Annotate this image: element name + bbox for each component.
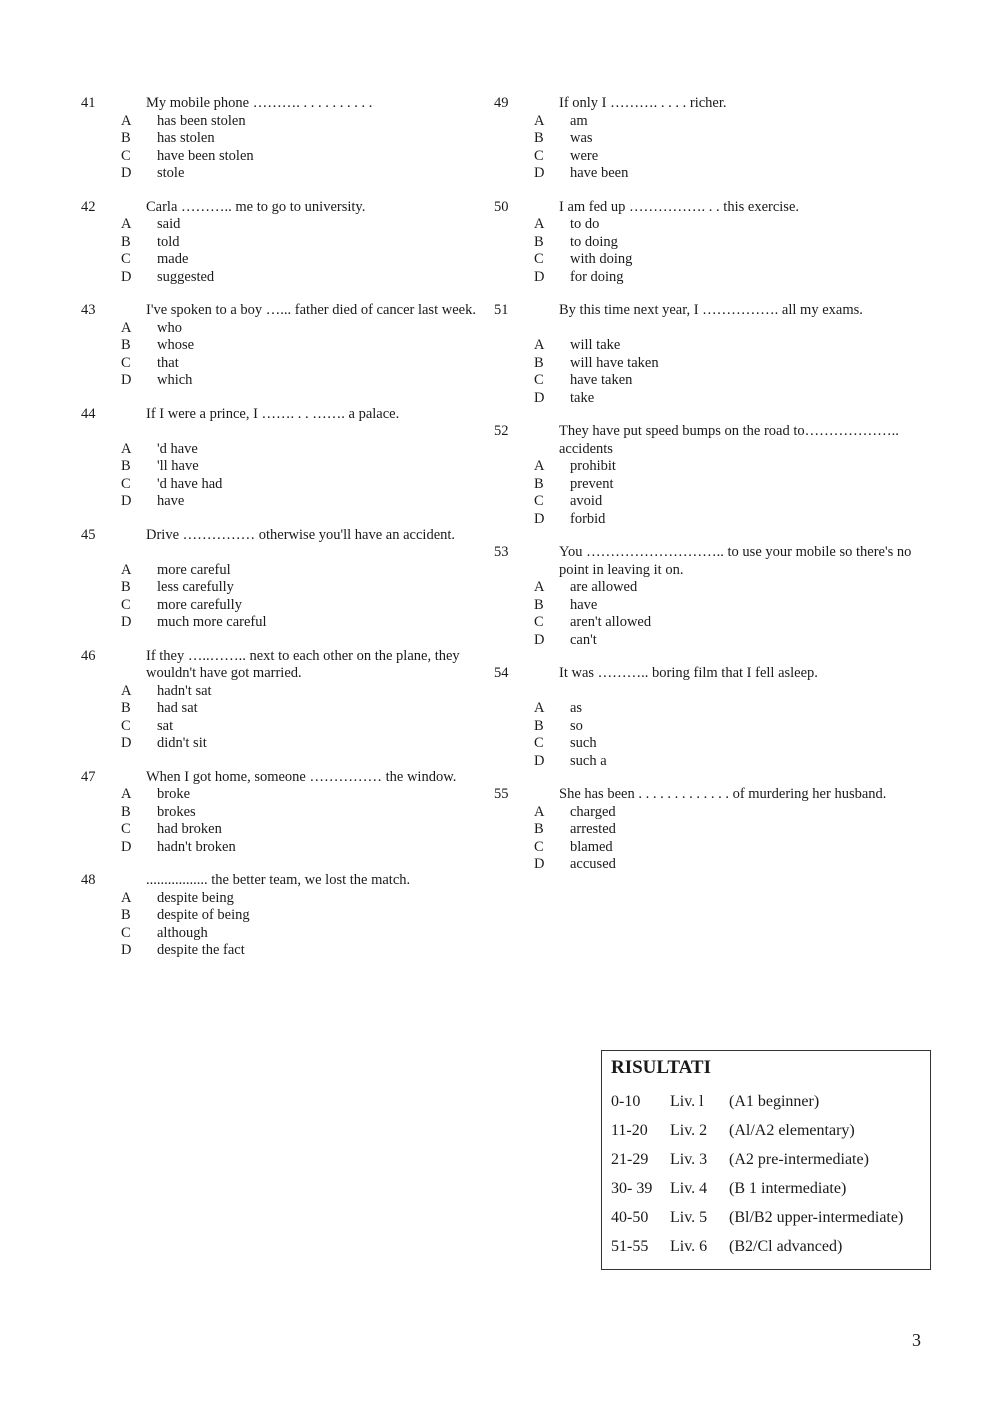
question-47 bbox=[81, 769, 481, 857]
question-number: 53 bbox=[494, 544, 509, 560]
option-letter: A bbox=[121, 112, 132, 129]
question-46 bbox=[81, 648, 481, 753]
answer-option[interactable] bbox=[121, 320, 481, 338]
option-letter: A bbox=[121, 561, 132, 578]
answer-option[interactable] bbox=[534, 700, 934, 718]
answer-option[interactable] bbox=[534, 493, 934, 511]
option-text: 'll have bbox=[157, 458, 199, 474]
answer-option[interactable] bbox=[121, 372, 481, 390]
option-text: accused bbox=[570, 856, 616, 872]
score-range: 51-55 bbox=[611, 1238, 649, 1255]
option-text: although bbox=[157, 924, 208, 941]
option-text: 'd have bbox=[157, 440, 198, 457]
answer-option[interactable] bbox=[534, 216, 934, 234]
option-text: despite of being bbox=[157, 907, 250, 923]
option-text: has stolen bbox=[157, 130, 215, 146]
level-label: (A1 beginner) bbox=[729, 1093, 820, 1110]
answer-option[interactable] bbox=[534, 148, 934, 166]
option-letter: C bbox=[534, 147, 544, 164]
option-letter: B bbox=[534, 130, 544, 146]
option-letter: D bbox=[534, 752, 545, 769]
answer-option[interactable] bbox=[121, 890, 481, 908]
question-53 bbox=[494, 544, 934, 649]
option-letter: D bbox=[121, 942, 132, 958]
option-text: have bbox=[157, 493, 185, 509]
results-table bbox=[611, 1087, 930, 1261]
question-51 bbox=[494, 302, 934, 407]
option-text: said bbox=[157, 216, 181, 232]
option-letter: D bbox=[534, 510, 545, 527]
option-text: prohibit bbox=[570, 458, 616, 474]
level: Liv. 4 bbox=[670, 1180, 708, 1197]
option-letter: C bbox=[121, 251, 131, 267]
answer-option[interactable] bbox=[121, 562, 481, 580]
question-49 bbox=[494, 95, 934, 183]
option-letter: D bbox=[121, 735, 132, 751]
option-text: to doing bbox=[570, 233, 618, 250]
option-text: for doing bbox=[570, 268, 624, 285]
question-48 bbox=[81, 872, 481, 960]
option-letter: C bbox=[534, 614, 544, 630]
option-letter: B bbox=[121, 579, 131, 595]
answer-option[interactable] bbox=[534, 753, 934, 771]
answer-option[interactable] bbox=[121, 476, 481, 494]
question-text: My mobile phone ………. . . . . . . . . . . bbox=[146, 95, 373, 111]
answer-option[interactable] bbox=[534, 511, 934, 529]
option-letter: C bbox=[121, 596, 131, 613]
answer-options bbox=[121, 320, 481, 390]
question-number: 50 bbox=[494, 198, 509, 215]
question-text: She has been . . . . . . . . . . . . . of murdering her husband. bbox=[559, 786, 887, 802]
answer-options bbox=[121, 216, 481, 286]
option-letter: A bbox=[534, 112, 545, 129]
option-text: such bbox=[570, 735, 597, 751]
answer-option[interactable] bbox=[121, 216, 481, 234]
option-text: hadn't broken bbox=[157, 838, 236, 855]
question-number: 46 bbox=[81, 647, 96, 664]
answer-option[interactable] bbox=[534, 337, 934, 355]
answer-option[interactable] bbox=[534, 251, 934, 269]
option-letter: A bbox=[121, 216, 132, 232]
option-text: so bbox=[570, 717, 583, 734]
option-text: less carefully bbox=[157, 579, 234, 595]
question-text: If they …..…….. next to each other on the plane, they wouldn't have got married. bbox=[146, 647, 460, 681]
answer-option[interactable] bbox=[121, 130, 481, 148]
spacer bbox=[494, 683, 934, 701]
option-letter: A bbox=[121, 319, 132, 336]
option-text: have taken bbox=[570, 372, 633, 388]
option-letter: B bbox=[121, 130, 131, 146]
answer-options bbox=[534, 700, 934, 770]
option-letter: C bbox=[121, 821, 131, 837]
question-text: I am fed up ……………. . . this exercise. bbox=[559, 198, 800, 215]
answer-option[interactable] bbox=[534, 130, 934, 148]
option-text: much more careful bbox=[157, 614, 267, 630]
option-letter: A bbox=[121, 889, 132, 906]
option-letter: D bbox=[121, 268, 132, 285]
answer-option[interactable] bbox=[534, 372, 934, 390]
spacer bbox=[494, 320, 934, 338]
answer-options bbox=[121, 890, 481, 960]
question-number: 51 bbox=[494, 302, 509, 318]
option-letter: C bbox=[534, 251, 544, 267]
answer-option[interactable] bbox=[121, 579, 481, 597]
score-range: 0-10 bbox=[611, 1093, 641, 1110]
level-label: (Bl/B2 upper-intermediate) bbox=[729, 1209, 904, 1226]
answer-option[interactable] bbox=[534, 735, 934, 753]
answer-option[interactable] bbox=[534, 234, 934, 252]
answer-option[interactable] bbox=[534, 804, 934, 822]
option-text: am bbox=[570, 112, 588, 129]
option-text: who bbox=[157, 319, 182, 336]
option-text: didn't sit bbox=[157, 735, 207, 751]
question-50 bbox=[494, 199, 934, 287]
option-letter: D bbox=[121, 493, 132, 509]
option-text: more careful bbox=[157, 561, 231, 578]
results-row bbox=[611, 1116, 930, 1145]
option-text: that bbox=[157, 354, 179, 371]
question-text: By this time next year, I ……………. all my exams. bbox=[559, 302, 863, 318]
answer-option[interactable] bbox=[534, 856, 934, 874]
question-43 bbox=[81, 302, 481, 390]
question-number: 45 bbox=[81, 526, 96, 543]
option-letter: D bbox=[121, 614, 132, 630]
answer-options bbox=[534, 113, 934, 183]
answer-option[interactable] bbox=[121, 458, 481, 476]
question-text: I've spoken to a boy …... father died of cancer last week. bbox=[146, 302, 476, 318]
answer-option[interactable] bbox=[121, 839, 481, 857]
option-text: forbid bbox=[570, 510, 606, 527]
option-letter: B bbox=[121, 458, 131, 474]
option-letter: C bbox=[121, 475, 131, 492]
option-text: despite the fact bbox=[157, 942, 245, 958]
level: Liv. 5 bbox=[670, 1209, 708, 1226]
level: Liv. 3 bbox=[670, 1151, 708, 1168]
question-text: It was ……….. boring film that I fell asleep. bbox=[559, 665, 818, 681]
answer-option[interactable] bbox=[121, 700, 481, 718]
level-label: (Al/A2 elementary) bbox=[729, 1122, 855, 1139]
option-letter: A bbox=[121, 440, 132, 457]
option-letter: A bbox=[534, 700, 545, 716]
question-45 bbox=[81, 527, 481, 632]
option-letter: C bbox=[534, 838, 544, 855]
option-text: avoid bbox=[570, 493, 603, 509]
option-text: charged bbox=[570, 803, 616, 820]
answer-options bbox=[534, 804, 934, 874]
option-text: was bbox=[570, 130, 593, 146]
answer-option[interactable] bbox=[121, 269, 481, 287]
answer-options bbox=[121, 786, 481, 856]
option-text: have been bbox=[570, 165, 629, 181]
answer-option[interactable] bbox=[121, 614, 481, 632]
answer-option[interactable] bbox=[534, 821, 934, 839]
answer-option[interactable] bbox=[121, 337, 481, 355]
option-text: to do bbox=[570, 216, 600, 232]
question-52 bbox=[494, 423, 934, 528]
option-text: suggested bbox=[157, 268, 215, 285]
option-letter: C bbox=[121, 147, 131, 164]
option-text: have been stolen bbox=[157, 147, 254, 164]
right-column bbox=[494, 95, 934, 890]
option-letter: B bbox=[121, 700, 131, 716]
answer-option[interactable] bbox=[534, 839, 934, 857]
option-text: take bbox=[570, 389, 595, 406]
answer-option[interactable] bbox=[121, 113, 481, 131]
answer-option[interactable] bbox=[534, 632, 934, 650]
results-row bbox=[611, 1087, 930, 1116]
answer-options bbox=[534, 216, 934, 286]
question-number: 44 bbox=[81, 405, 96, 422]
question-number: 54 bbox=[494, 665, 509, 681]
level: Liv. 2 bbox=[670, 1122, 708, 1139]
question-text: You ……………………….. to use your mobile so there's no point in leaving it on. bbox=[559, 544, 912, 578]
results-row bbox=[611, 1145, 930, 1174]
option-text: brokes bbox=[157, 803, 196, 820]
spacer bbox=[81, 423, 481, 441]
option-letter: B bbox=[534, 596, 544, 613]
results-row bbox=[611, 1174, 930, 1203]
option-text: had broken bbox=[157, 821, 222, 837]
option-letter: D bbox=[534, 389, 545, 406]
answer-option[interactable] bbox=[121, 718, 481, 736]
answer-options bbox=[534, 579, 934, 649]
option-letter: A bbox=[534, 579, 545, 595]
option-letter: A bbox=[534, 216, 545, 232]
score-range: 21-29 bbox=[611, 1151, 649, 1168]
question-text: If only I ………. . . . . richer. bbox=[559, 95, 727, 111]
option-letter: B bbox=[121, 803, 131, 820]
question-number: 52 bbox=[494, 423, 509, 439]
option-text: 'd have had bbox=[157, 475, 223, 492]
answer-option[interactable] bbox=[534, 165, 934, 183]
level-label: (B 1 intermediate) bbox=[729, 1180, 847, 1197]
option-letter: C bbox=[534, 372, 544, 388]
question-number: 48 bbox=[81, 872, 96, 888]
page-number: 3 bbox=[912, 1330, 921, 1350]
option-text: will take bbox=[570, 337, 621, 353]
option-letter: B bbox=[534, 717, 544, 734]
option-text: arrested bbox=[570, 821, 616, 837]
option-letter: C bbox=[534, 493, 544, 509]
option-text: had sat bbox=[157, 700, 198, 716]
option-letter: D bbox=[534, 268, 545, 285]
question-number: 47 bbox=[81, 768, 96, 785]
option-text: are allowed bbox=[570, 579, 638, 595]
results-row bbox=[611, 1203, 930, 1232]
option-text: have bbox=[570, 596, 598, 613]
option-text: such a bbox=[570, 752, 607, 769]
option-text: prevent bbox=[570, 475, 614, 492]
answer-options bbox=[121, 113, 481, 183]
answer-options bbox=[121, 683, 481, 753]
level: Liv. 6 bbox=[670, 1238, 708, 1255]
option-letter: A bbox=[121, 682, 132, 699]
answer-option[interactable] bbox=[534, 355, 934, 373]
spacer bbox=[81, 544, 481, 562]
answer-option[interactable] bbox=[534, 597, 934, 615]
score-range: 11-20 bbox=[611, 1122, 648, 1139]
answer-option[interactable] bbox=[534, 476, 934, 494]
left-column bbox=[81, 95, 481, 976]
question-text: Carla ……….. me to go to university. bbox=[146, 198, 366, 215]
option-letter: C bbox=[121, 354, 131, 371]
option-text: as bbox=[570, 700, 583, 716]
answer-option[interactable] bbox=[534, 390, 934, 408]
score-range: 40-50 bbox=[611, 1209, 649, 1226]
answer-option[interactable] bbox=[121, 493, 481, 511]
option-text: blamed bbox=[570, 838, 613, 855]
option-text: were bbox=[570, 147, 599, 164]
question-number: 55 bbox=[494, 786, 509, 802]
answer-option[interactable] bbox=[121, 735, 481, 753]
answer-option[interactable] bbox=[534, 269, 934, 287]
answer-option[interactable] bbox=[121, 165, 481, 183]
question-number: 42 bbox=[81, 198, 96, 215]
option-letter: B bbox=[534, 821, 544, 837]
level: Liv. l bbox=[670, 1093, 704, 1110]
option-text: whose bbox=[157, 337, 195, 353]
option-letter: B bbox=[121, 907, 131, 923]
question-42 bbox=[81, 199, 481, 287]
question-text: If I were a prince, I ……. . . ……. a palace. bbox=[146, 405, 400, 422]
option-letter: C bbox=[121, 717, 131, 734]
answer-option[interactable] bbox=[121, 821, 481, 839]
option-text: more carefully bbox=[157, 596, 242, 613]
option-text: has been stolen bbox=[157, 112, 246, 129]
answer-option[interactable] bbox=[121, 942, 481, 960]
results-row bbox=[611, 1232, 930, 1261]
option-text: aren't allowed bbox=[570, 614, 652, 630]
answer-option[interactable] bbox=[121, 683, 481, 701]
option-text: told bbox=[157, 233, 180, 250]
option-text: broke bbox=[157, 786, 191, 802]
option-text: sat bbox=[157, 717, 174, 734]
results-title: RISULTATI bbox=[611, 1057, 711, 1078]
option-letter: B bbox=[534, 233, 544, 250]
question-44 bbox=[81, 406, 481, 511]
option-text: despite being bbox=[157, 889, 234, 906]
results-box bbox=[601, 1050, 931, 1270]
option-text: stole bbox=[157, 165, 185, 181]
level-label: (A2 pre-intermediate) bbox=[729, 1151, 869, 1168]
answer-option[interactable] bbox=[534, 113, 934, 131]
question-54 bbox=[494, 665, 934, 770]
answer-option[interactable] bbox=[121, 441, 481, 459]
answer-option[interactable] bbox=[534, 718, 934, 736]
question-41 bbox=[81, 95, 481, 183]
option-letter: D bbox=[534, 856, 545, 872]
option-text: can't bbox=[570, 631, 597, 648]
option-text: which bbox=[157, 372, 193, 388]
option-text: made bbox=[157, 251, 189, 267]
option-letter: D bbox=[121, 165, 132, 181]
answer-options bbox=[534, 458, 934, 528]
answer-option[interactable] bbox=[121, 234, 481, 252]
question-text: Drive …………… otherwise you'll have an accident. bbox=[146, 526, 456, 543]
answer-option[interactable] bbox=[121, 355, 481, 373]
option-letter: D bbox=[534, 631, 545, 648]
score-range: 30- 39 bbox=[611, 1180, 653, 1197]
answer-option[interactable] bbox=[121, 907, 481, 925]
answer-options bbox=[121, 441, 481, 511]
question-text: They have put speed bumps on the road to……………….. accidents bbox=[559, 423, 899, 457]
option-letter: B bbox=[534, 475, 544, 492]
option-text: hadn't sat bbox=[157, 682, 212, 699]
option-letter: D bbox=[121, 838, 132, 855]
option-letter: A bbox=[534, 337, 545, 353]
option-letter: D bbox=[121, 372, 132, 388]
option-letter: B bbox=[121, 233, 131, 250]
option-text: with doing bbox=[570, 251, 633, 267]
question-text: When I got home, someone …………… the window. bbox=[146, 768, 457, 785]
level-label: (B2/Cl advanced) bbox=[729, 1238, 843, 1255]
answer-options bbox=[534, 337, 934, 407]
answer-option[interactable] bbox=[121, 925, 481, 943]
answer-option[interactable] bbox=[534, 614, 934, 632]
option-letter: A bbox=[121, 786, 132, 802]
answer-option[interactable] bbox=[534, 458, 934, 476]
answer-option[interactable] bbox=[121, 251, 481, 269]
option-text: will have taken bbox=[570, 354, 659, 371]
answer-option[interactable] bbox=[534, 579, 934, 597]
answer-options bbox=[121, 562, 481, 632]
answer-option[interactable] bbox=[121, 786, 481, 804]
option-letter: B bbox=[121, 337, 131, 353]
answer-option[interactable] bbox=[121, 804, 481, 822]
option-letter: A bbox=[534, 803, 545, 820]
question-number: 43 bbox=[81, 302, 96, 318]
answer-option[interactable] bbox=[121, 148, 481, 166]
question-number: 41 bbox=[81, 95, 96, 111]
option-letter: C bbox=[121, 924, 131, 941]
question-55 bbox=[494, 786, 934, 874]
option-letter: C bbox=[534, 735, 544, 751]
answer-option[interactable] bbox=[121, 597, 481, 615]
option-letter: B bbox=[534, 354, 544, 371]
question-number: 49 bbox=[494, 95, 509, 111]
question-text: ................. the better team, we lost the match. bbox=[146, 872, 411, 888]
option-letter: D bbox=[534, 165, 545, 181]
option-letter: A bbox=[534, 458, 545, 474]
